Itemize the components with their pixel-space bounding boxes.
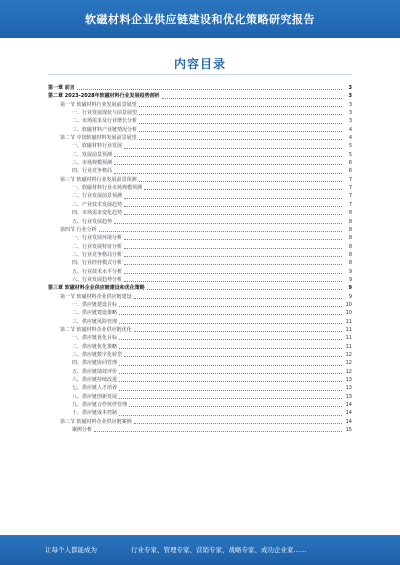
toc-entry-page: 8 xyxy=(348,243,352,250)
toc-leader-dots xyxy=(124,355,342,357)
toc-entry[interactable] xyxy=(48,151,352,159)
report-header-bar xyxy=(0,0,400,38)
toc-entry[interactable] xyxy=(48,393,352,401)
toc-leader-dots xyxy=(119,305,342,307)
toc-entry-title: 二、供应链优化策略 xyxy=(72,343,118,350)
toc-entry-page: 6 xyxy=(348,168,352,175)
toc-leader-dots xyxy=(124,255,342,257)
toc-entry-page: 8 xyxy=(348,251,352,258)
toc-entry-title: 案例分析 xyxy=(72,427,93,434)
toc-entry-title: 第一章 前言 xyxy=(48,85,75,91)
toc-entry-page: 10 xyxy=(345,310,352,317)
toc-entry-page: 3 xyxy=(348,101,352,108)
toc-leader-dots xyxy=(144,188,342,190)
toc-leader-dots xyxy=(114,222,342,224)
toc-entry[interactable] xyxy=(48,167,352,175)
toc-entry-title: 四、行业经营模式分析 xyxy=(72,260,123,267)
toc-leader-dots xyxy=(94,430,342,432)
toc-leader-dots xyxy=(124,205,342,207)
toc-entry-title: 一、软磁材料行业发展 xyxy=(72,143,123,150)
toc-entry[interactable] xyxy=(48,176,352,184)
toc-entry-title: 第二节 中国软磁材料发展前景展望 xyxy=(60,135,137,142)
toc-leader-dots xyxy=(114,172,342,174)
toc-entry-page: 14 xyxy=(345,402,352,409)
toc-entry-page: 13 xyxy=(345,377,352,384)
toc-entry-title: 六、供应链持续改进 xyxy=(72,377,118,384)
toc-leader-dots xyxy=(124,238,342,240)
toc-leader-dots xyxy=(124,213,342,215)
toc-leader-dots xyxy=(119,397,342,399)
toc-entry[interactable] xyxy=(48,401,352,409)
toc-entry[interactable] xyxy=(48,309,352,317)
toc-leader-dots xyxy=(134,297,342,299)
toc-entry-title: 三、行业竞争格局分析 xyxy=(72,251,123,258)
toc-entry-title: 八、供应链创新发展 xyxy=(72,393,118,400)
toc-entry-title: 十、供应链成本控制 xyxy=(72,410,118,417)
toc-entry-title: 二、发展前景预测 xyxy=(72,151,113,158)
toc-entry-title: 三、软磁材料产业链情况分析 xyxy=(72,126,138,133)
toc-entry[interactable] xyxy=(48,192,352,200)
toc-entry-title: 四、行业竞争格局 xyxy=(72,168,113,175)
toc-entry-title: 一、供应链建设目标 xyxy=(72,301,118,308)
toc-entry-page: 3 xyxy=(348,110,352,117)
toc-entry-title: 第三节 软磁材料行业发展前景预测 xyxy=(60,176,137,183)
toc-entry[interactable] xyxy=(48,426,352,434)
toc-entry-title: 第三章 软磁材料企业供应链建设和优化策略 xyxy=(48,285,145,292)
toc-leader-dots xyxy=(99,230,342,232)
toc-entry[interactable] xyxy=(48,268,352,276)
toc-leader-dots xyxy=(139,130,342,132)
toc-entry[interactable] xyxy=(48,284,352,292)
toc-leader-dots xyxy=(119,372,342,374)
toc-entry-page: 9 xyxy=(348,293,352,300)
toc-entry[interactable] xyxy=(48,326,352,334)
report-footer-bar xyxy=(0,535,400,565)
toc-entry-title: 三、供应链风险管理 xyxy=(72,318,118,325)
toc-leader-dots xyxy=(162,97,342,99)
toc-entry[interactable] xyxy=(48,343,352,351)
toc-leader-dots xyxy=(124,147,342,149)
toc-leader-dots xyxy=(139,105,342,107)
toc-entry-page: 9 xyxy=(348,268,352,275)
toc-entry-title: 六、行业发展趋势分析 xyxy=(72,276,123,283)
toc-leader-dots xyxy=(119,322,342,324)
toc-entry[interactable] xyxy=(48,359,352,367)
toc-entry[interactable] xyxy=(48,92,352,100)
toc-leader-dots xyxy=(124,247,342,249)
toc-entry-title: 一、行业发展现状与前景展望 xyxy=(72,110,138,117)
toc-entry[interactable] xyxy=(48,259,352,267)
toc-entry[interactable] xyxy=(48,351,352,359)
toc-entry-title: 第二节 软磁材料企业供应链优化 xyxy=(60,326,132,333)
toc-entry[interactable] xyxy=(48,142,352,150)
toc-leader-dots xyxy=(119,414,342,416)
toc-entry-page: 8 xyxy=(348,260,352,267)
toc-entry-title: 三、市场规模预测 xyxy=(72,160,113,167)
table-of-contents xyxy=(48,84,352,434)
toc-entry-title: 三、产业技术发展趋势 xyxy=(72,201,123,208)
toc-leader-dots xyxy=(114,163,342,165)
toc-entry-title: 二、行业发展前景预测 xyxy=(72,193,123,200)
toc-leader-dots xyxy=(139,122,342,124)
toc-entry[interactable] xyxy=(48,134,352,142)
toc-leader-dots xyxy=(129,405,342,407)
footer-slogan-left: 让每个人都能成为 xyxy=(45,546,97,554)
toc-entry-page: 10 xyxy=(345,301,352,308)
toc-entry-page: 12 xyxy=(345,352,352,358)
toc-entry-page: 7 xyxy=(348,176,352,183)
toc-entry-page: 3 xyxy=(348,118,352,125)
toc-leader-dots xyxy=(134,422,342,424)
footer-slogan-right: 行业专家、管理专家、营销专家、战略专家、成功企业家…… xyxy=(131,546,307,554)
toc-entry[interactable] xyxy=(48,334,352,342)
toc-entry-page: 8 xyxy=(348,226,352,233)
toc-entry[interactable] xyxy=(48,376,352,384)
toc-entry-title: 五、供应链绩效评价 xyxy=(72,368,118,375)
toc-entry-title: 第一节 软磁材料行业发展前景展望 xyxy=(60,101,137,108)
toc-entry[interactable] xyxy=(48,184,352,192)
toc-entry-page: 13 xyxy=(345,385,352,392)
toc-heading: 内容目录 xyxy=(173,57,226,71)
heading-divider xyxy=(48,74,352,75)
toc-entry[interactable] xyxy=(48,301,352,309)
toc-entry[interactable] xyxy=(48,126,352,134)
toc-entry-title: 三、供应链数字化转型 xyxy=(72,352,123,358)
toc-entry-page: 7 xyxy=(348,193,352,200)
toc-entry-title: 九、供应链合作伙伴管理 xyxy=(72,402,128,409)
toc-entry-page: 3 xyxy=(348,93,352,100)
toc-entry-title: 四、供应链协同管理 xyxy=(72,360,118,367)
toc-leader-dots xyxy=(119,380,342,382)
toc-entry-page: 3 xyxy=(348,85,352,91)
toc-entry[interactable] xyxy=(48,159,352,167)
toc-leader-dots xyxy=(134,330,342,332)
toc-entry[interactable] xyxy=(48,251,352,259)
toc-leader-dots xyxy=(124,197,342,199)
toc-entry-title: 五、行业发展趋势 xyxy=(72,218,113,225)
toc-leader-dots xyxy=(124,263,342,265)
toc-leader-dots xyxy=(147,288,342,290)
toc-entry-title: 第三节 软磁材料企业供应链案例 xyxy=(60,418,132,425)
toc-entry[interactable] xyxy=(48,218,352,226)
toc-entry-title: 一、供应链优化目标 xyxy=(72,335,118,342)
toc-entry-page: 9 xyxy=(348,285,352,292)
toc-entry-page: 6 xyxy=(348,160,352,167)
toc-entry-title: 第二章 2023-2028年软磁材料行业发展趋势剖析 xyxy=(48,93,160,100)
toc-entry[interactable] xyxy=(48,234,352,242)
toc-entry-page: 8 xyxy=(348,218,352,225)
toc-entry[interactable] xyxy=(48,209,352,217)
toc-entry[interactable] xyxy=(48,201,352,209)
toc-entry-page: 4 xyxy=(348,126,352,133)
toc-leader-dots xyxy=(119,347,342,349)
toc-entry-title: 第一节 软磁材料企业供应链建设 xyxy=(60,293,132,300)
toc-entry[interactable] xyxy=(48,293,352,301)
toc-leader-dots xyxy=(119,338,342,340)
toc-entry-page: 4 xyxy=(348,135,352,142)
toc-leader-dots xyxy=(119,313,342,315)
toc-entry[interactable] xyxy=(48,418,352,426)
toc-entry-page: 8 xyxy=(348,235,352,242)
toc-entry-page: 14 xyxy=(345,418,352,425)
toc-entry-title: 五、行业技术水平分析 xyxy=(72,268,123,275)
toc-leader-dots xyxy=(114,155,342,157)
toc-entry-page: 8 xyxy=(348,210,352,217)
toc-entry[interactable] xyxy=(48,243,352,251)
toc-entry-page: 12 xyxy=(345,360,352,367)
toc-entry-page: 5 xyxy=(348,143,352,150)
report-title: 软磁材料企业供应链建设和优化策略研究报告 xyxy=(85,13,315,26)
toc-leader-dots xyxy=(139,138,342,140)
toc-entry[interactable] xyxy=(48,117,352,125)
toc-entry[interactable] xyxy=(48,318,352,326)
toc-leader-dots xyxy=(124,280,342,282)
toc-entry[interactable] xyxy=(48,109,352,117)
toc-entry-title: 第四节 行业分析 xyxy=(60,226,97,233)
toc-entry-page: 11 xyxy=(345,326,352,333)
toc-entry-title: 一、软磁材料行业市场规模预测 xyxy=(72,185,143,192)
toc-entry-title: 四、市场需求变化趋势 xyxy=(72,210,123,217)
toc-entry-page: 7 xyxy=(348,201,352,208)
toc-entry-title: 二、供应链建设策略 xyxy=(72,310,118,317)
toc-entry-title: 二、市场需求及行业增长分析 xyxy=(72,118,138,125)
toc-entry[interactable] xyxy=(48,368,352,376)
toc-entry[interactable] xyxy=(48,384,352,392)
toc-entry-page: 15 xyxy=(345,427,352,434)
toc-entry-title: 二、行业发展特征分析 xyxy=(72,243,123,250)
toc-entry-title: 七、供应链人才培养 xyxy=(72,385,118,392)
toc-leader-dots xyxy=(119,364,342,366)
toc-leader-dots xyxy=(139,113,342,115)
toc-leader-dots xyxy=(139,180,342,182)
toc-entry-page: 5 xyxy=(348,151,352,158)
toc-entry-page: 11 xyxy=(345,318,352,325)
toc-entry-page: 11 xyxy=(345,335,352,342)
toc-entry-page: 7 xyxy=(348,185,352,192)
toc-entry-page: 12 xyxy=(345,368,352,375)
toc-entry[interactable] xyxy=(48,276,352,284)
toc-entry[interactable] xyxy=(48,84,352,92)
toc-entry-page: 9 xyxy=(348,276,352,283)
toc-entry-page: 14 xyxy=(345,410,352,417)
toc-entry[interactable] xyxy=(48,226,352,234)
toc-leader-dots xyxy=(77,88,342,90)
toc-entry-page: 11 xyxy=(345,343,352,350)
toc-leader-dots xyxy=(124,272,342,274)
toc-entry[interactable] xyxy=(48,409,352,417)
toc-leader-dots xyxy=(119,389,342,391)
toc-entry-page: 13 xyxy=(345,393,352,400)
toc-entry[interactable] xyxy=(48,101,352,109)
toc-entry-title: 一、行业发展环境分析 xyxy=(72,235,123,242)
